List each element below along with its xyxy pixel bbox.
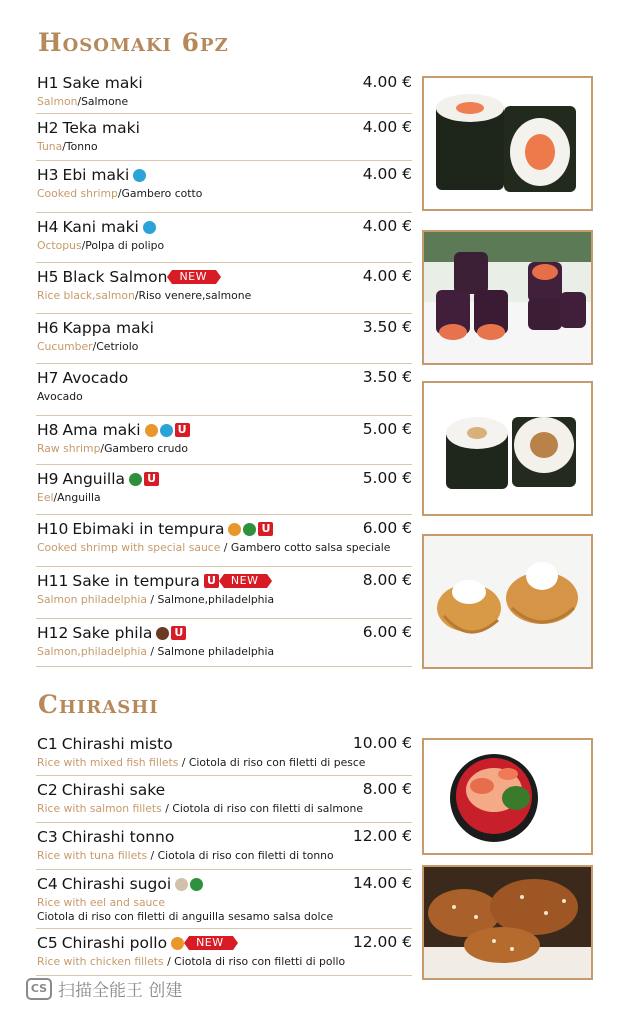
- description-separator: /: [161, 802, 173, 815]
- item-description: [37, 645, 412, 658]
- item-name: Chirashi misto: [61, 735, 173, 753]
- new-badge: NEW: [172, 270, 216, 284]
- description-english: Salmon: [37, 95, 78, 108]
- menu-item-header: [37, 519, 412, 539]
- ebi-tempura-maki-photo: [422, 381, 593, 516]
- item-code: C4: [37, 875, 58, 893]
- item-code: C1: [37, 735, 58, 753]
- description-italian: Salmone,philadelphia: [157, 593, 275, 606]
- description-english: Rice with mixed fish fillets: [37, 756, 179, 769]
- item-price: 6.00 €: [362, 623, 412, 641]
- description-separator: /: [81, 239, 86, 252]
- blue-allergen-icon: [160, 424, 173, 437]
- menu-item: [36, 929, 412, 976]
- description-english: Tuna: [37, 140, 63, 153]
- menu-item-header: [37, 571, 412, 591]
- item-description: [37, 802, 412, 815]
- description-italian: Anguilla: [57, 491, 101, 504]
- allergen-badges: [129, 472, 159, 486]
- menu-item-header: [37, 469, 412, 489]
- item-price: 4.00 €: [362, 73, 412, 91]
- hosomaki-salmon-photo: [422, 76, 593, 211]
- orange-allergen-icon: [145, 424, 158, 437]
- description-english: Rice black,salmon: [37, 289, 135, 302]
- new-badge: NEW: [189, 936, 233, 950]
- black-salmon-maki-photo: [422, 230, 593, 365]
- menu-item: [36, 263, 412, 314]
- menu-item: [36, 213, 412, 263]
- item-code: C5: [37, 934, 58, 952]
- item-code: H1: [37, 74, 59, 92]
- item-price: 4.00 €: [362, 118, 412, 136]
- description-separator: /: [62, 140, 66, 153]
- item-description: [37, 239, 412, 252]
- allergen-badges: [228, 522, 273, 536]
- menu-item-header: [37, 874, 412, 894]
- menu-item-header: [37, 318, 412, 338]
- description-english: Rice with chicken fillets: [37, 955, 164, 968]
- item-code: H10: [37, 520, 69, 538]
- allergen-badges: [133, 169, 146, 182]
- item-code: H12: [37, 624, 69, 642]
- description-italian: Ciotola di riso con filetti di pesce: [188, 756, 366, 769]
- item-price: 4.00 €: [362, 217, 412, 235]
- item-description: [37, 849, 412, 862]
- item-name: Teka maki: [62, 119, 140, 137]
- description-italian: Gambero crudo: [104, 442, 188, 455]
- item-description: [37, 955, 412, 968]
- menu-item: [36, 69, 412, 114]
- menu-item-header: [37, 368, 412, 388]
- allergen-badges: [171, 937, 184, 950]
- description-separator: /: [100, 442, 105, 455]
- description-separator: /: [220, 541, 231, 554]
- description-italian: Ciotola di riso con filetti di pollo: [174, 955, 346, 968]
- item-price: 12.00 €: [352, 933, 412, 951]
- item-code: H5: [37, 268, 59, 286]
- description-italian: Salmone philadelphia: [157, 645, 275, 658]
- description-separator: /: [134, 289, 139, 302]
- menu-item-header: [37, 623, 412, 643]
- u-badge-icon: U: [258, 522, 273, 536]
- description-separator: /: [77, 95, 82, 108]
- item-description: [37, 95, 412, 108]
- item-price: 10.00 €: [352, 734, 412, 752]
- menu-item: [36, 776, 412, 823]
- item-price: 3.50 €: [362, 368, 412, 386]
- allergen-badges: [175, 878, 203, 891]
- description-english: Cucumber: [37, 340, 93, 353]
- item-name: Black Salmon: [62, 268, 168, 286]
- u-badge-icon: U: [204, 574, 219, 588]
- menu-item-header: [37, 217, 412, 237]
- menu-item-header: [37, 827, 412, 847]
- item-name: Anguilla: [62, 470, 126, 488]
- item-price: 12.00 €: [352, 827, 412, 845]
- sesame-allergen-icon: [175, 878, 188, 891]
- item-name: Ama maki: [62, 421, 141, 439]
- item-name: Ebimaki in tempura: [72, 520, 225, 538]
- menu-item-header: [37, 165, 412, 185]
- menu-item: [36, 465, 412, 515]
- menu-item-header: [37, 118, 412, 138]
- description-italian: Salmone: [81, 95, 129, 108]
- orange-allergen-icon: [228, 523, 241, 536]
- item-price: 14.00 €: [352, 874, 412, 892]
- description-italian: Tonno: [65, 140, 98, 153]
- chirashi-bowl-photo: [422, 738, 593, 855]
- camscanner-logo-icon: CS: [26, 978, 52, 1000]
- item-description: [37, 896, 412, 909]
- item-code: H3: [37, 166, 59, 184]
- item-description: [37, 593, 412, 606]
- description-english: Raw shrimp: [37, 442, 101, 455]
- menu-item-header: [37, 73, 412, 93]
- description-english: Rice with salmon fillets: [37, 802, 162, 815]
- item-price: 6.00 €: [362, 519, 412, 537]
- description-english: Cooked shrimp: [37, 187, 118, 200]
- green-allergen-icon: [243, 523, 256, 536]
- allergen-badges: [156, 626, 186, 640]
- item-code: H4: [37, 218, 59, 236]
- item-name: Chirashi tonno: [61, 828, 175, 846]
- description-italian: Cetriolo: [96, 340, 139, 353]
- menu-item: [36, 823, 412, 870]
- menu-item: [36, 619, 412, 667]
- allergen-badges: [145, 423, 190, 437]
- item-description: [37, 187, 412, 200]
- menu-item-header: [37, 420, 412, 440]
- item-name: Sake maki: [62, 74, 143, 92]
- menu-item-header: [37, 267, 412, 287]
- menu-item: [36, 114, 412, 161]
- orange-allergen-icon: [171, 937, 184, 950]
- item-price: 4.00 €: [362, 267, 412, 285]
- item-description: [37, 340, 412, 353]
- description-english: Eel: [37, 491, 54, 504]
- item-price: 5.00 €: [362, 420, 412, 438]
- menu-item: [36, 416, 412, 465]
- u-badge-icon: U: [144, 472, 159, 486]
- kataifi-tempura-roll-photo: [422, 534, 593, 669]
- description-english: Rice with tuna fillets: [37, 849, 148, 862]
- item-description: [37, 541, 412, 554]
- watermark-text: 扫描全能王 创建: [58, 981, 183, 1001]
- green-allergen-icon: [190, 878, 203, 891]
- menu-item: [36, 314, 412, 364]
- description-italian: Polpa di polipo: [85, 239, 165, 252]
- green-allergen-icon: [129, 473, 142, 486]
- item-code: C2: [37, 781, 58, 799]
- section-title-hosomaki: Hosomaki 6pz: [38, 28, 229, 57]
- item-description: [37, 140, 412, 153]
- description-italian: Gambero cotto salsa speciale: [230, 541, 391, 554]
- description-separator: /: [53, 491, 58, 504]
- item-code: H11: [37, 572, 69, 590]
- description-english: Cooked shrimp with special sauce: [37, 541, 221, 554]
- item-name: Sake phila: [72, 624, 153, 642]
- description-italian: Ciotola di riso con filetti di anguilla sesamo salsa dolce: [37, 910, 334, 923]
- item-name: Sake in tempura: [72, 572, 200, 590]
- menu-item-header: [37, 780, 412, 800]
- chirashi-list: [36, 730, 412, 976]
- description-separator: /: [147, 645, 158, 658]
- u-badge-icon: U: [171, 626, 186, 640]
- item-code: H8: [37, 421, 59, 439]
- item-code: C3: [37, 828, 58, 846]
- item-description: [37, 442, 412, 455]
- item-description: [37, 756, 412, 769]
- description-separator: /: [117, 187, 122, 200]
- description-separator: /: [163, 955, 175, 968]
- menu-item: [36, 730, 412, 776]
- description-italian: Riso venere,salmone: [138, 289, 252, 302]
- item-name: Chirashi pollo: [61, 934, 168, 952]
- menu-item: [36, 515, 412, 567]
- item-code: H6: [37, 319, 59, 337]
- item-price: 5.00 €: [362, 469, 412, 487]
- item-name: Chirashi sake: [61, 781, 166, 799]
- menu-item: [36, 870, 412, 929]
- description-separator: /: [147, 593, 158, 606]
- allergen-badges: [204, 574, 219, 588]
- item-description: [37, 289, 412, 302]
- description-separator: /: [147, 849, 158, 862]
- description-separator: /: [92, 340, 97, 353]
- u-badge-icon: U: [175, 423, 190, 437]
- menu-item: [36, 567, 412, 619]
- new-badge: NEW: [224, 574, 268, 588]
- item-price: 4.00 €: [362, 165, 412, 183]
- menu-item-header: [37, 734, 412, 754]
- item-code: H9: [37, 470, 59, 488]
- description-italian: Avocado: [37, 390, 83, 403]
- hosomaki-list: [36, 69, 412, 667]
- description-italian: Ciotola di riso con filetti di salmone: [172, 802, 364, 815]
- blue-allergen-icon: [143, 221, 156, 234]
- description-italian: Ciotola di riso con filetti di tonno: [157, 849, 334, 862]
- item-code: H7: [37, 369, 59, 387]
- menu-item: [36, 161, 412, 213]
- brown-allergen-icon: [156, 627, 169, 640]
- item-description-italian: [37, 910, 412, 923]
- item-name: Ebi maki: [62, 166, 130, 184]
- blue-allergen-icon: [133, 169, 146, 182]
- scanner-watermark: [26, 976, 182, 1001]
- allergen-badges: [143, 221, 156, 234]
- item-description: [37, 390, 412, 403]
- description-english: Octopus: [37, 239, 82, 252]
- description-italian: Gambero cotto: [121, 187, 203, 200]
- item-code: H2: [37, 119, 59, 137]
- description-separator: /: [178, 756, 189, 769]
- item-price: 8.00 €: [362, 780, 412, 798]
- item-name: Kani maki: [62, 218, 139, 236]
- item-price: 3.50 €: [362, 318, 412, 336]
- menu-item-header: [37, 933, 412, 953]
- item-name: Kappa maki: [62, 319, 154, 337]
- menu-item: [36, 364, 412, 416]
- chirashi-sugoi-photo: [422, 865, 593, 980]
- item-description: [37, 491, 412, 504]
- section-title-chirashi: Chirashi: [38, 690, 159, 719]
- description-english: Rice with eel and sauce: [37, 896, 165, 909]
- item-price: 8.00 €: [362, 571, 412, 589]
- item-name: Avocado: [62, 369, 129, 387]
- item-name: Chirashi sugoi: [61, 875, 172, 893]
- description-english: Salmon philadelphia: [37, 593, 147, 606]
- description-english: Salmon,philadelphia: [37, 645, 147, 658]
